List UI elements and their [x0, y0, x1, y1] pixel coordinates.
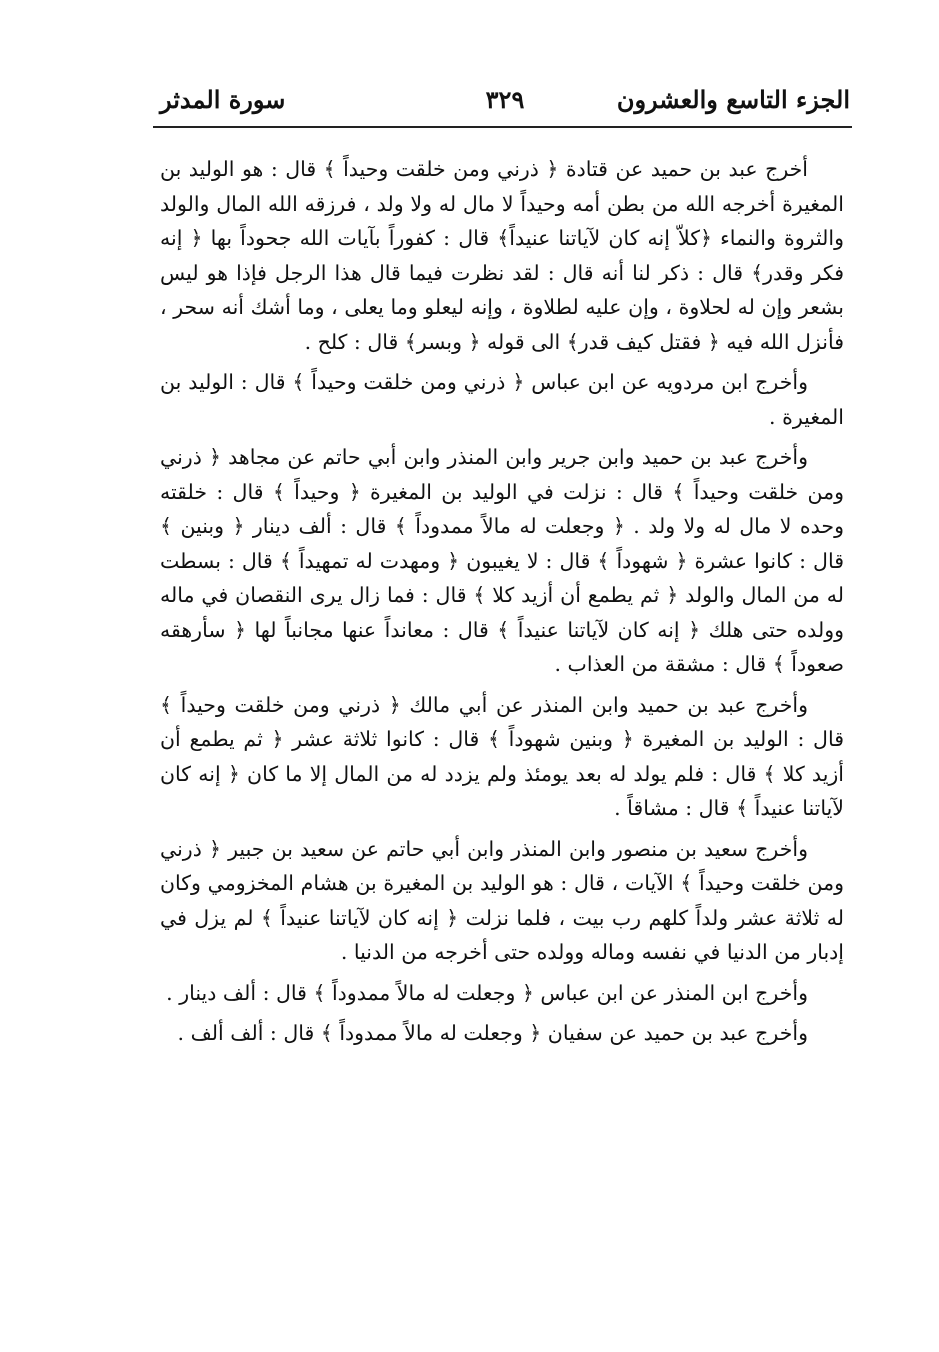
- page-header: [160, 80, 850, 122]
- paragraph-ibn-mardawayh: وأخرج ابن مردويه عن ابن عباس ﴿ ذرني ومن خلقت وحيداً ﴾ قال : الوليد بن المغيرة .: [160, 370, 844, 429]
- running-head-surah: سورة المدثر: [160, 85, 286, 114]
- paragraph-abi-malik: وأخرج عبد بن حميد وابن المنذر عن أبي مالك ﴿ ذرني ومن خلقت وحيداً ﴾ قال : الوليد بن المغيرة ﴿ وبنين شهوداً ﴾ قال : كانوا ثلاثة عشر ﴿ ثم يطمع أن أزيد كلا ﴾ قال : فلم يولد له بعد يومئذ ولم يزدد له من المال إلا ما كان ﴿ إنه كان لآياتنا عنيداً ﴾ قال : مشاقاً .: [160, 692, 844, 820]
- paragraph-mujahid: وأخرج عبد بن حميد وابن جرير وابن المنذر وابن أبي حاتم عن مجاهد ﴿ ذرني ومن خلقت وحيداً ﴾ قال : نزلت في الوليد بن المغيرة ﴿ وحيداً ﴾ قال : خلقته وحده لا مال له ولا ولد . ﴿ وجعلت له مالاً ممدوداً ﴾ قال : ألف دينار ﴿ وبنين ﴾ قال : كانوا عشرة ﴿ شهوداً ﴾ قال : لا يغيبون ﴿ ومهدت له تمهيداً ﴾ قال : بسطت له من المال والولد ﴿ ثم يطمع أن أزيد كلا ﴾ قال : فما زال يرى النقصان في ماله وولده حتى هلك ﴿ إنه كان لآياتنا عنيداً ﴾ قال : معانداً عنها مجانباً لها ﴿ سأرهقه صعوداً ﴾ قال : مشقة من العذاب .: [160, 445, 844, 676]
- paragraph-said-ibn-jubayr: وأخرج سعيد بن منصور وابن المنذر وابن أبي حاتم عن سعيد بن جبير ﴿ ذرني ومن خلقت وحيداً ﴾ الآيات ، قال : هو الوليد بن المغيرة بن هشام المخزومي وكان له ثلاثة عشر ولداً كلهم رب بيت ، فلما نزلت ﴿ إنه كان لآياتنا عنيداً ﴾ لم يزل في إدبار من الدنيا في نفسه وماله وولده حتى أخرجه من الدنيا .: [160, 836, 844, 964]
- paragraph-sufyan: وأخرج عبد بن حميد عن سفيان ﴿ وجعلت له مالاً ممدوداً ﴾ قال : ألف ألف .: [177, 1021, 808, 1045]
- header-rule: [153, 126, 852, 128]
- paragraph-qatada: أخرج عبد بن حميد عن قتادة ﴿ ذرني ومن خلقت وحيداً ﴾ قال : هو الوليد بن المغيرة أخرجه الله من بطن أمه وحيداً لا مال له ولا ولد ، فرزقه الله المال والولد والثروة والنماء ﴿كلاّ إنه كان لآياتنا عنيداً﴾ قال : كفوراً بآيات الله جحوداً بها ﴿ إنه فكر وقدر﴾ قال : ذكر لنا أنه قال : لقد نظرت فيما قال هذا الرجل فإذا هو ليس بشعر وإن له لحلاوة ، وإن عليه لطلاوة ، وإنه ليعلو وما يعلى ، وما أشك أنه سحر ، فأنزل الله فيه ﴿ فقتل كيف قدر﴾ الى قوله ﴿ وبسر﴾ قال : كلح .: [160, 157, 844, 354]
- running-head-part: الجزء التاسع والعشرون: [616, 85, 850, 114]
- paragraph-ibn-abbas: وأخرج ابن المنذر عن ابن عباس ﴿ وجعلت له مالاً ممدوداً ﴾ قال : ألف دينار .: [166, 980, 808, 1005]
- page-body: [160, 152, 844, 1051]
- page-number: ٣٢٩: [485, 85, 525, 114]
